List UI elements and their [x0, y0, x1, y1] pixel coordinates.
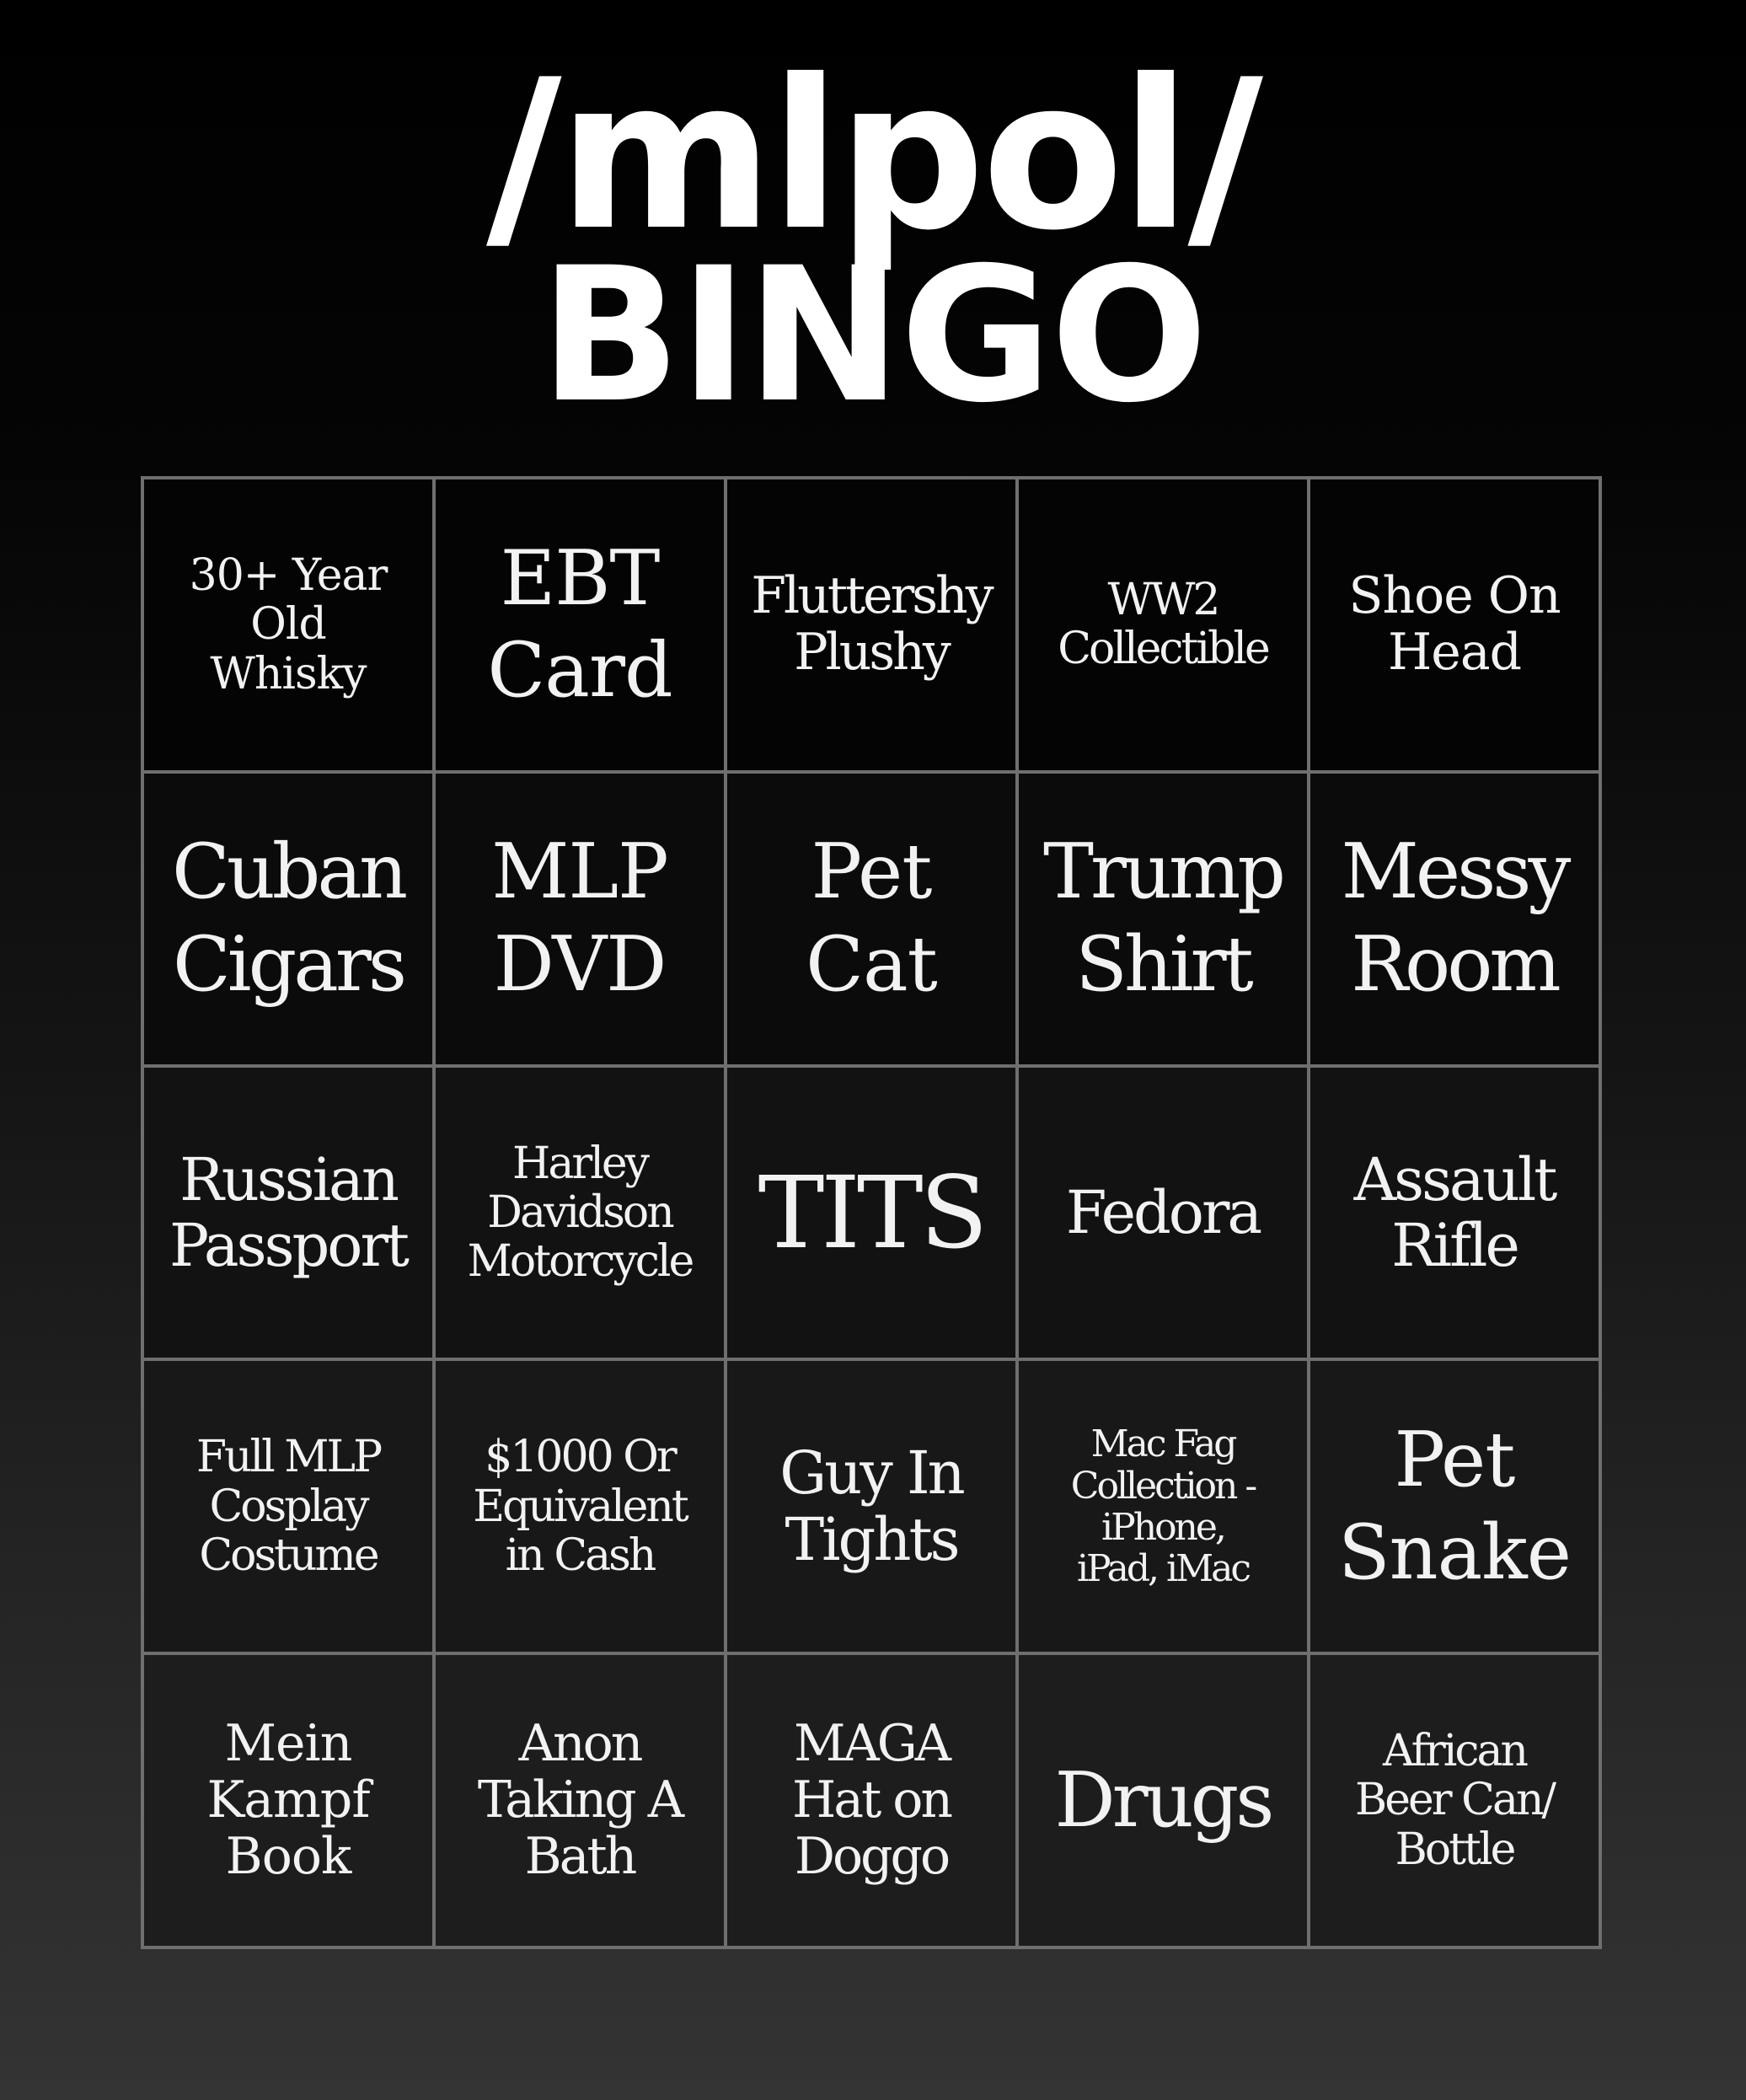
bingo-cell: MAGA Hat on Doggo — [727, 1655, 1015, 1946]
bingo-cell: Fluttershy Plushy — [727, 479, 1015, 770]
bingo-cell: Mac Fag Collection - iPhone, iPad, iMac — [1019, 1361, 1307, 1652]
bingo-cell: African Beer Can/ Bottle — [1310, 1655, 1599, 1946]
bingo-cell: Mein Kampf Book — [144, 1655, 432, 1946]
title-bingo: BINGO — [539, 228, 1207, 443]
bingo-cell: Harley Davidson Motorcycle — [436, 1068, 724, 1358]
bingo-cell: Messy Room — [1310, 774, 1599, 1064]
bingo-cell: Drugs — [1019, 1655, 1307, 1946]
bingo-cell: MLP DVD — [436, 774, 724, 1064]
bingo-cell: Cuban Cigars — [144, 774, 432, 1064]
bingo-cell: 30+ Year Old Whisky — [144, 479, 432, 770]
title-board-name: /mlpol/ — [486, 35, 1260, 276]
bingo-cell: Russian Passport — [144, 1068, 432, 1358]
bingo-cell: Pet Snake — [1310, 1361, 1599, 1652]
bingo-cell: Fedora — [1019, 1068, 1307, 1358]
bingo-cell: WW2 Collectible — [1019, 479, 1307, 770]
bingo-cell: TITS — [727, 1068, 1015, 1358]
bingo-cell: Full MLP Cosplay Costume — [144, 1361, 432, 1652]
bingo-cell: Guy In Tights — [727, 1361, 1015, 1652]
bingo-cell: Anon Taking A Bath — [436, 1655, 724, 1946]
bingo-cell: $1000 Or Equivalent in Cash — [436, 1361, 724, 1652]
bingo-cell: Shoe On Head — [1310, 479, 1599, 770]
bingo-cell: Trump Shirt — [1019, 774, 1307, 1064]
bingo-cell: Assault Rifle — [1310, 1068, 1599, 1358]
bingo-cell: EBT Card — [436, 479, 724, 770]
bingo-board — [141, 476, 1602, 1949]
bingo-cell: Pet Cat — [727, 774, 1015, 1064]
